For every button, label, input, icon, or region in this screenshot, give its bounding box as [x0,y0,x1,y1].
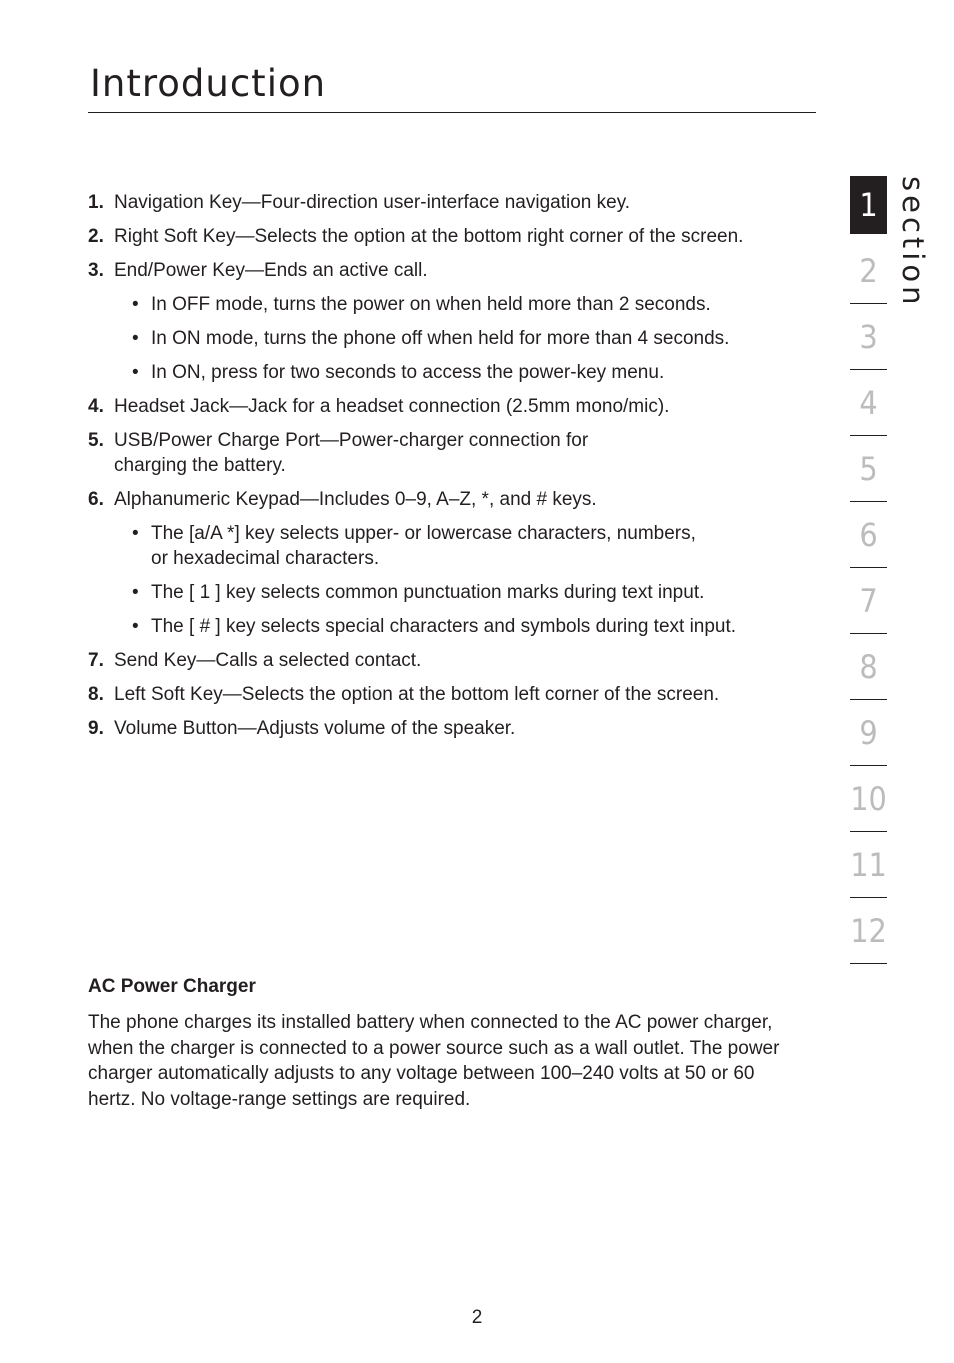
bullet-icon: • [132,294,139,315]
section-tab-7[interactable]: 7 [850,572,887,630]
section-tab-12[interactable]: 12 [850,902,887,960]
item-number: 5. [88,430,104,451]
item-text: Volume Button—Adjusts volume of the speaker. [114,718,516,739]
list-item-send-key [88,648,798,673]
section-tab-9[interactable]: 9 [850,704,887,762]
bullet-item [88,326,731,351]
list-item-headset-jack [88,394,798,419]
list-item-alphanumeric-keypad [88,487,798,512]
item-text: Headset Jack—Jack for a headset connection (2.5mm mono/mic). [114,396,670,417]
item-text: USB/Power Charge Port—Power-charger connection for charging the battery. [114,430,589,476]
item-number: 1. [88,192,104,213]
ac-power-paragraph: The phone charges its installed battery when connected to the AC power charger, when the charger is connected to a power source such as a wall outlet. The power charger automatically adjusts to any voltage between 100–240 volts at 50 or 60 hertz. No voltage-range settings are required. [88,1012,780,1110]
bullet-icon: • [132,616,139,637]
page-number: 2 [471,1307,483,1328]
bullet-text: In OFF mode, turns the power on when held more than 2 seconds. [151,294,711,315]
bullet-item [88,580,721,605]
section-tab-3[interactable]: 3 [850,308,887,366]
section-label: section [896,176,930,309]
bullet-text: In ON, press for two seconds to access the power-key menu. [151,362,665,383]
item-text: Right Soft Key—Selects the option at the bottom right corner of the screen. [114,226,744,247]
bullet-icon: • [132,328,139,349]
section-tab-10[interactable]: 10 [850,770,887,828]
item-text: Alphanumeric Keypad—Includes 0–9, A–Z, *, and # keys. [114,489,597,510]
bullet-item [88,614,751,639]
item-text: Navigation Key—Four-direction user-interface navigation key. [114,192,631,213]
bullet-text: The [ # ] key selects special characters and symbols during text input. [151,616,737,637]
list-item-usb-power-port [88,428,654,478]
section-tab-4[interactable]: 4 [850,374,887,432]
item-number: 9. [88,718,104,739]
bullet-icon: • [132,362,139,383]
list-item-right-soft-key [88,224,749,249]
section-nav [850,176,887,968]
bullet-item [88,521,711,571]
item-number: 7. [88,650,104,671]
item-number: 8. [88,684,104,705]
section-heading-ac-power-charger: AC Power Charger [88,976,256,997]
bullet-item [88,292,711,317]
section-tab-8[interactable]: 8 [850,638,887,696]
section-tab-2[interactable]: 2 [850,242,887,300]
bullet-icon: • [132,523,139,544]
item-text: Left Soft Key—Selects the option at the bottom left corner of the screen. [114,684,720,705]
item-number: 4. [88,396,104,417]
item-number: 6. [88,489,104,510]
bullet-text: In ON mode, turns the phone off when held for more than 4 seconds. [151,328,730,349]
section-tab-6[interactable]: 6 [850,506,887,564]
bullet-icon: • [132,582,139,603]
list-item-navigation-key [88,190,798,215]
list-item-end-power-key [88,258,798,283]
item-number: 2. [88,226,104,247]
bullet-text: The [ 1 ] key selects common punctuation marks during text input. [151,582,705,603]
item-number: 3. [88,260,104,281]
section-tab-11[interactable]: 11 [850,836,887,894]
bullet-text: The [a/A *] key selects upper- or lowercase characters, numbers, or hexadecimal characters. [151,523,696,569]
section-tab-1[interactable]: 1 [850,176,887,234]
section-tab-5[interactable]: 5 [850,440,887,498]
list-item-volume-button [88,716,798,741]
page-title: Introduction [90,62,327,105]
title-divider [88,112,816,113]
bullet-item [88,360,798,385]
item-text: End/Power Key—Ends an active call. [114,260,428,281]
item-text: Send Key—Calls a selected contact. [114,650,422,671]
key-list [88,190,798,750]
list-item-left-soft-key [88,682,734,707]
